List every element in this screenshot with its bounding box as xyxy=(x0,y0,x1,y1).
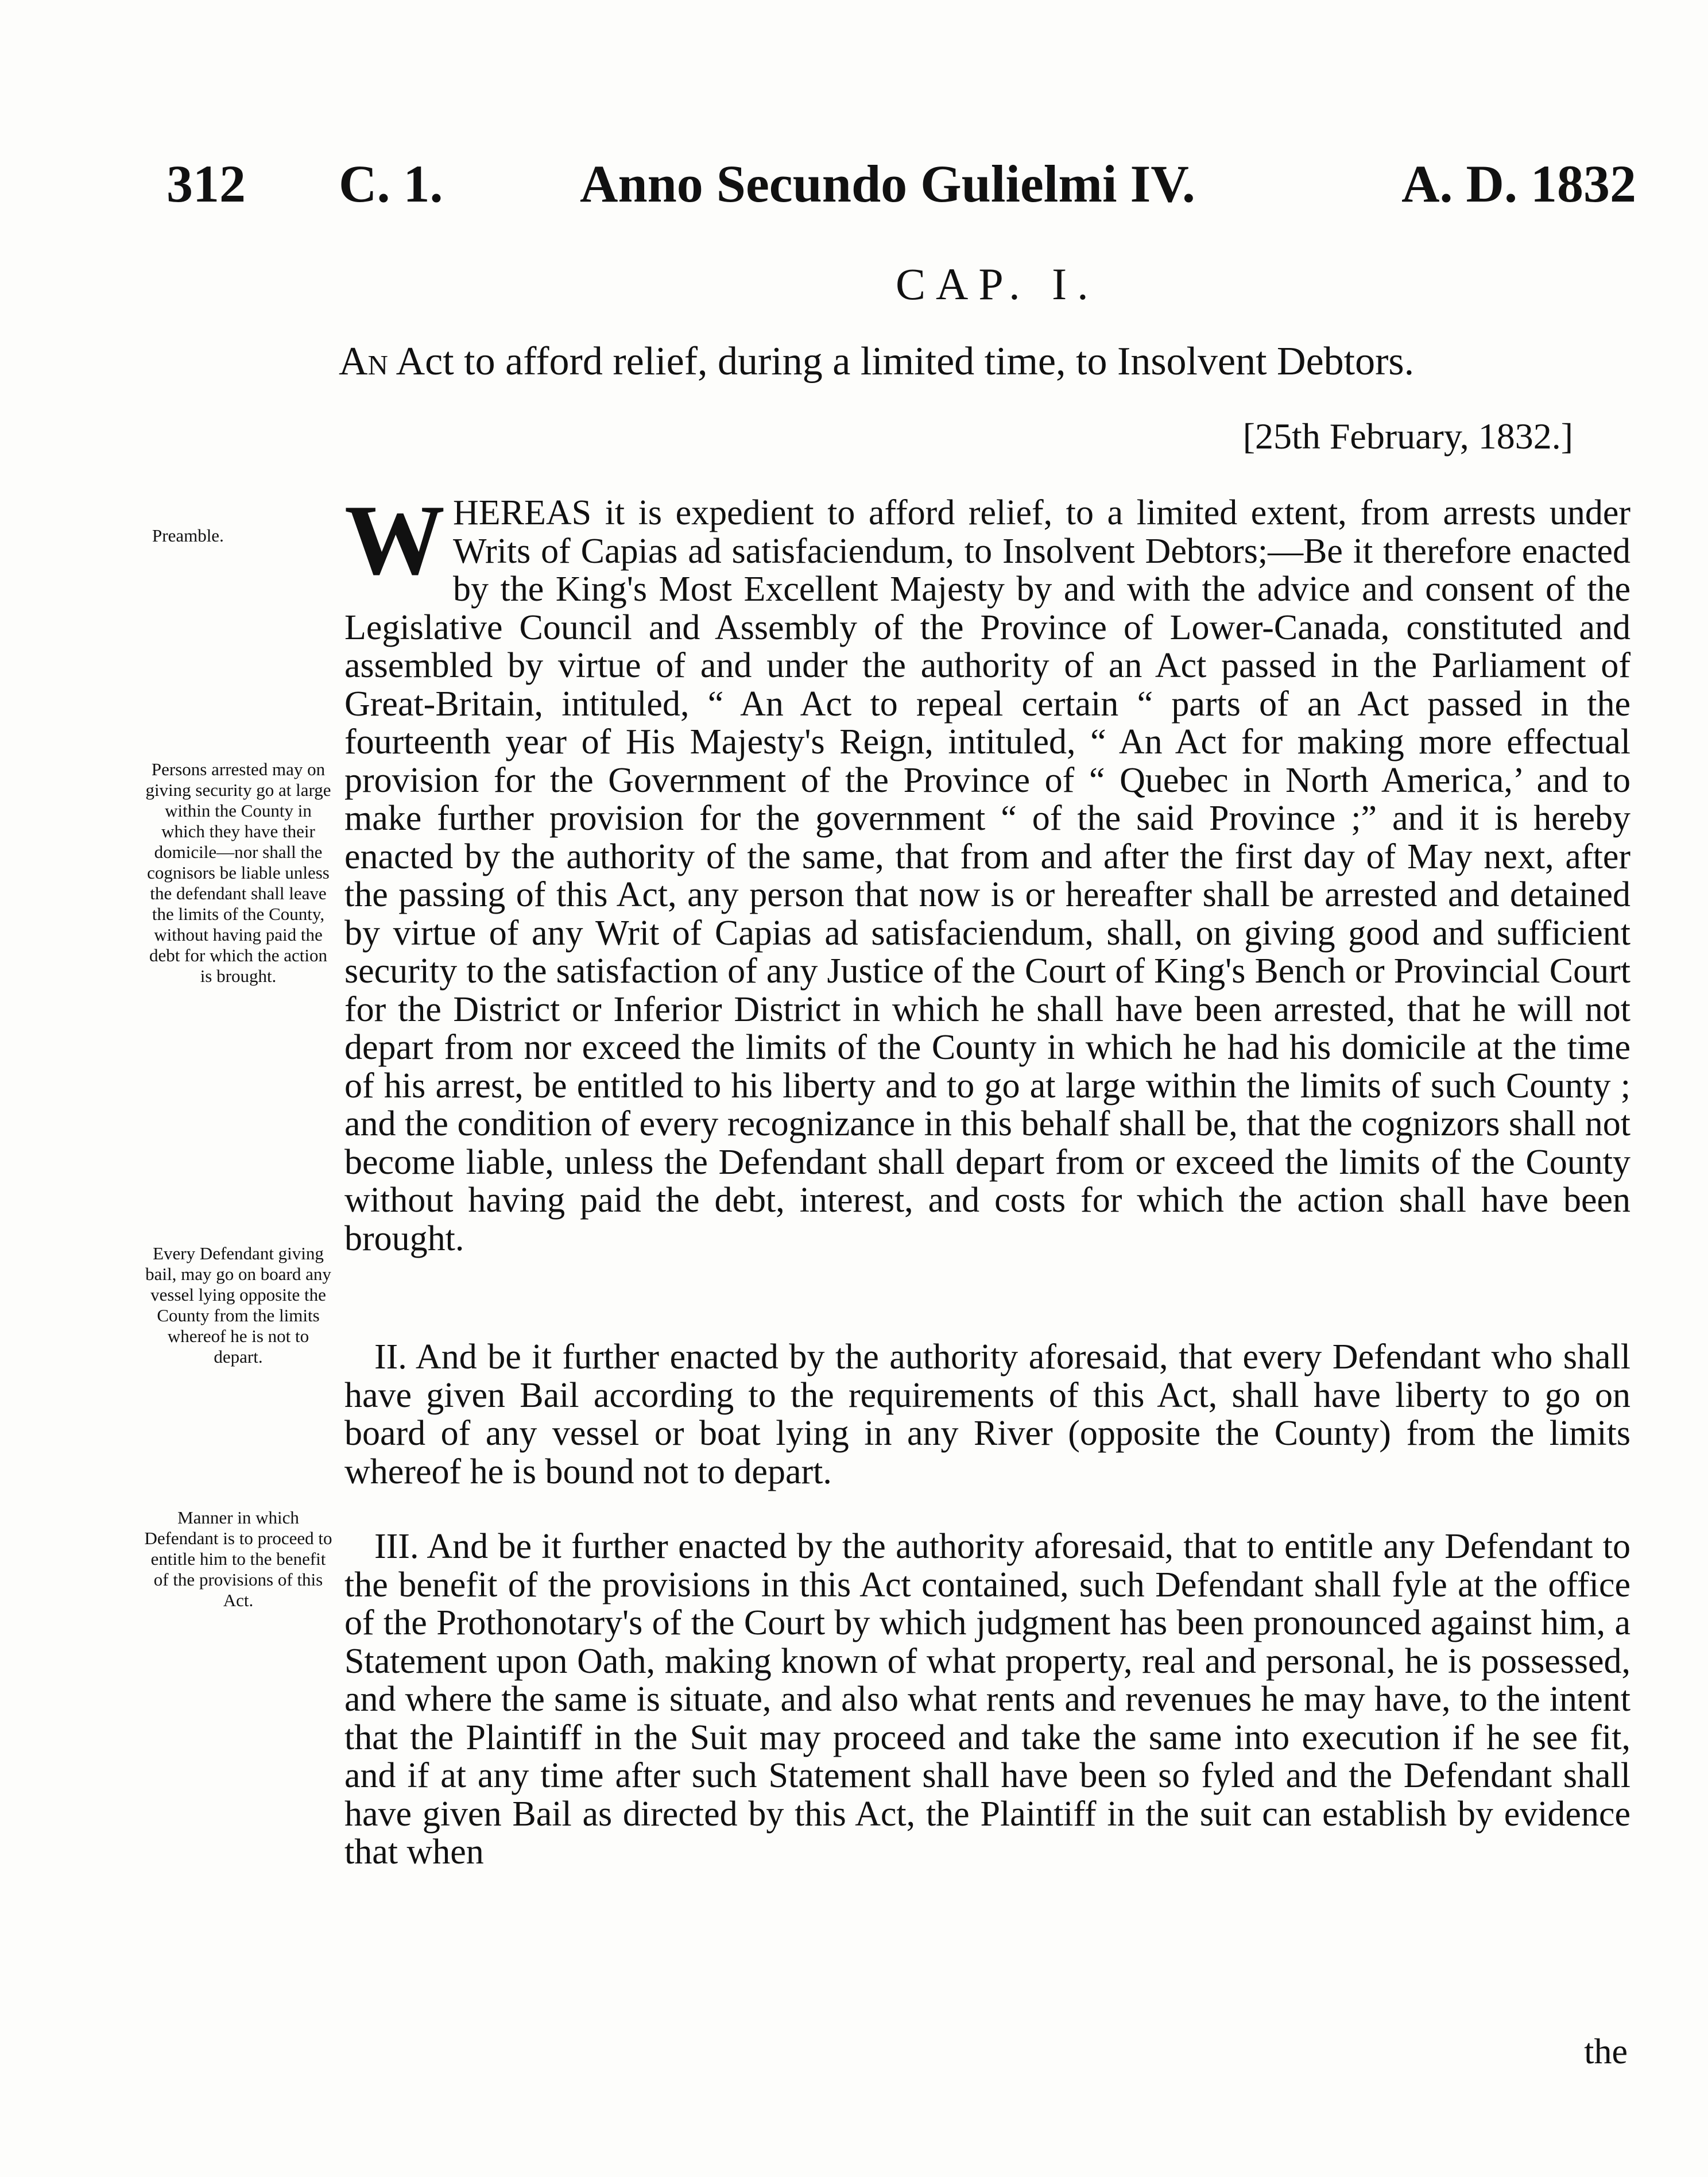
catchword: the xyxy=(1584,2032,1628,2071)
section-iii-paragraph xyxy=(344,1528,1630,1871)
section-ii-text: II. And be it further enacted by the authority aforesaid, that every Defendant who shall have given Bail according to the requirements of this Act, shall have liberty to go on board of any vessel or boat lying in any River (opposite the County) from the limits whereof he is bound not to depart. xyxy=(344,1337,1630,1491)
act-title-first-word: An xyxy=(339,339,388,384)
act-title xyxy=(339,333,1414,390)
marginal-note-persons-arrested: Persons arrested may on giving security go at large within the County in which they have their domicile—nor shall the cognisors be liable unless the defendant shall leave the limits of the County, without having paid the debt for which the action is brought. xyxy=(145,759,331,986)
chapter-number: C. 1. xyxy=(339,154,443,213)
act-title-rest: Act to afford relief, during a limited time, to Insolvent Debtors. xyxy=(388,339,1415,384)
preamble-text: HEREAS it is expedient to afford relief, to a limited extent, from arrests under Writs of Capias ad satisfaciendum, to Insolvent Debtors;—Be it therefore enacted by the King's Most Excellent Majesty by and with the advice and consent of the Legislative Council and Assembly of the Province of Lower-Canada, constituted and assembled by virtue of and under the authority of an Act passed in the Parliament of Great-Britain, intituled, “ An Act to repeal certain “ parts of an Act passed in the fourteenth year of His Majesty's Reign, intituled, “ An Act for making more effectual provision for the Government of the Province of “ Quebec in North America,’ and to make further provision for the government “ of the said Province ;” and it is hereby enacted by the authority of the same, that from and after the first day of May next, after the passing of this Act, any person that now is or hereafter shall be arrested and detained by virtue of any Writ of Capias ad satisfaciendum, shall, on giving good and sufficient security to the satisfaction of any Justice of the Court of King's Bench or Provincial Court for the District or Inferior District in which he shall have been arrested, that he will not depart from nor exceed the limits of the County in which he had his domicile at the time of his arrest, be entitled to his liberty and to go at large within the limits of such County ; and the condition of every recognizance in this behalf shall be, that the cognizors shall not become liable, unless the Defendant shall depart from or exceed the limits of the County without having paid the debt, interest, and costs for which the action shall have been brought. xyxy=(344,493,1630,1258)
header-title: Anno Secundo Gulielmi IV. xyxy=(580,154,1195,213)
running-header xyxy=(166,146,1636,221)
page-number: 312 xyxy=(166,154,246,213)
drop-cap: W xyxy=(344,484,445,596)
marginal-note-every-defendant: Every Defendant giving bail, may go on board any vessel lying opposite the County from the limits whereof he is not to depart. xyxy=(145,1243,331,1367)
assent-date: [25th February, 1832.] xyxy=(1242,416,1573,457)
marginal-note-manner: Manner in which Defendant is to proceed to entitle him to the benefit of the provisions of this Act. xyxy=(144,1507,332,1610)
header-year: A. D. 1832 xyxy=(1401,154,1636,213)
marginal-note-preamble: Preamble. xyxy=(152,525,224,546)
chapter-heading: CAP. I. xyxy=(896,259,1099,309)
section-ii-paragraph xyxy=(344,1338,1630,1491)
preamble-paragraph xyxy=(344,484,1630,1258)
section-iii-text: III. And be it further enacted by the authority aforesaid, that to entitle any Defendant to the benefit of the provisions in this Act contained, such Defendant shall fyle at the office of the Prothonotary's of the Court by which judgment has been pronounced against him, a Statement upon Oath, making known of what property, real and personal, he is possessed, and where the same is situate, and also what rents and revenues he may have, to the intent that the Plaintiff in the Suit may proceed and take the same into execution if he see fit, and if at any time after such Statement shall have been so fyled and the Defendant shall have given Bail as directed by this Act, the Plaintiff in the suit can establish by evidence that when xyxy=(344,1527,1630,1871)
